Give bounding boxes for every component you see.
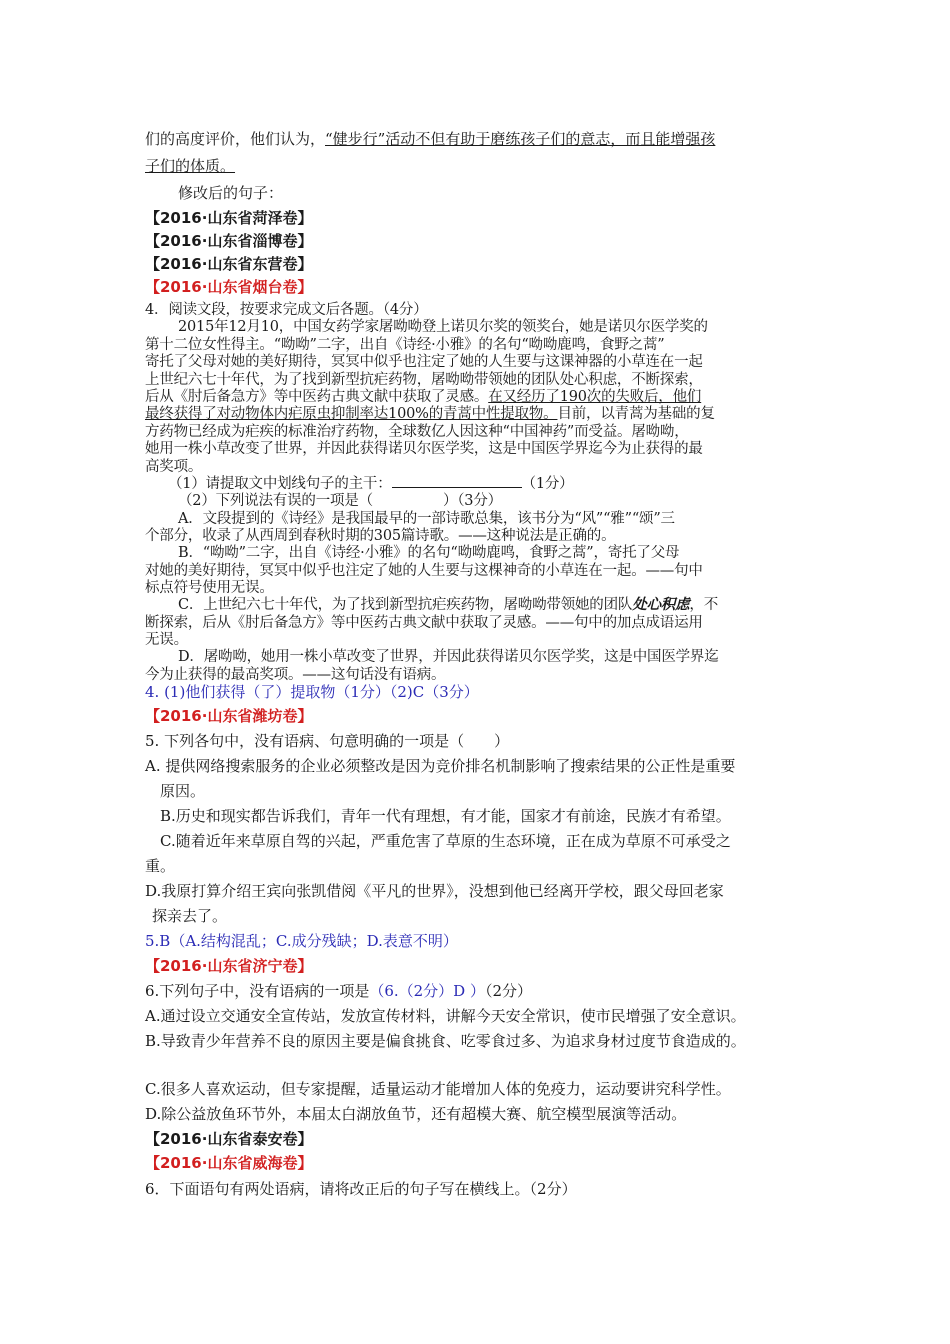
dotted-idiom: 处心积虑 [632, 596, 690, 613]
q4-passage-line: 她用一株小草改变了世界，并因此获得诺贝尔医学奖，这是中国医学界迄今为止获得的最 [145, 441, 703, 457]
q6-option-c: C.很多人喜欢运动，但专家提醒，适量运动才能增加人体的免疫力，运动要讲究科学性。 [145, 1080, 731, 1098]
q4-option-c: C．上世纪六七十年代，为了找到新型抗疟疾药物，屠呦呦带领她的团队处心积虑，不 [178, 596, 719, 613]
q6-option-d: D.除公益放鱼环节外，本届太白湖放鱼节，还有超模大赛、航空模型展演等活动。 [145, 1105, 687, 1123]
q4-option-a-cont: 个部分，收录了从西周到春秋时期的305篇诗歌。——这种说法是正确的。 [145, 528, 616, 544]
q4-sub2: （2）下列说法有误的一项是（ ）（3分） [178, 493, 502, 509]
q4-passage-line: 方药物已经成为疟疾的标准治疗药物，全球数亿人因这种“中国神药”而受益。屠呦呦， [145, 424, 689, 440]
q6-weihai-stem: 6．下面语句有两处语病，请将改正后的句子写在横线上。（2分） [145, 1180, 577, 1198]
q4-answer: 4. (1)他们获得（了）提取物（1分）（2)C（3分） [145, 683, 479, 701]
q5-option-c-cont: 重。 [145, 857, 176, 875]
section-header-yantai: 【2016·山东省烟台卷】 [145, 278, 313, 296]
section-header-weifang: 【2016·山东省潍坊卷】 [145, 707, 313, 725]
revised-sentence-label: 修改后的句子： [178, 184, 284, 202]
underlined-sentence: 最终获得了对动物体内疟原虫抑制率达100%的青蒿中性提取物。 [145, 406, 558, 422]
q5-option-d-cont: 探亲去了。 [152, 907, 228, 925]
q4-option-c-cont: 断探索，后从《肘后备急方》等中医药古典文献中获取了灵感。——句中的加点成语运用 [145, 615, 703, 631]
q6-option-b: B.导致青少年营养不良的原因主要是偏食挑食、吃零食过多、为追求身材过度节食造成的。 [145, 1032, 746, 1050]
q4-passage-line: 后从《肘后备急方》等中医药古典文献中获取了灵感。在又经历了190次的失败后，他们 [145, 389, 702, 405]
q6-option-a: A.通过设立交通安全宣传站，发放宣传材料，讲解今天安全常识，使市民增强了安全意识。 [145, 1007, 746, 1025]
q4-passage-line: 高奖项。 [145, 459, 203, 475]
q5-answer: 5.B（A.结构混乱；C.成分残缺；D.表意不明） [145, 932, 458, 950]
q5-option-b: B.历史和现实都告诉我们，青年一代有理想，有才能，国家才有前途，民族才有希望。 [160, 807, 731, 825]
section-header-weihai: 【2016·山东省威海卷】 [145, 1154, 313, 1172]
q4-option-b-cont: 对她的美好期待，冥冥中似乎也注定了她的人生要与这棵神奇的小草连在一起。——句中 [145, 563, 703, 579]
section-header-zibo: 【2016·山东省淄博卷】 [145, 232, 313, 250]
q4-option-b: B．“呦呦”二字，出自《诗经·小雅》的名句“呦呦鹿鸣，食野之蒿”，寄托了父母 [178, 545, 680, 561]
section-header-dongying: 【2016·山东省东营卷】 [145, 255, 313, 273]
intro-line-1: 们的高度评价，他们认为，“健步行”活动不但有助于磨练孩子们的意志，而且能增强孩 [145, 130, 716, 148]
q6-answer: （6.（2分）D ） [369, 982, 485, 1000]
q4-option-c-cont: 无误。 [145, 632, 188, 648]
q4-passage-line: 最终获得了对动物体内疟原虫抑制率达100%的青蒿中性提取物。目前，以青蒿为基础的复 [145, 406, 715, 422]
underlined-sentence: 在又经历了190次的失败后，他们 [488, 389, 702, 405]
section-header-jining: 【2016·山东省济宁卷】 [145, 957, 313, 975]
q4-passage-line: 2015年12月10，中国女药学家屠呦呦登上诺贝尔奖的领奖台，她是诺贝尔医学奖的 [178, 319, 708, 335]
q5-stem: 5. 下列各句中，没有语病、句意明确的一项是（ ） [145, 732, 510, 750]
q4-sub1: （1）请提取文中划线句子的主干： （1分） [168, 472, 573, 493]
q5-option-a-cont: 原因。 [160, 782, 206, 800]
q4-passage-line: 上世纪六七十年代，为了找到新型抗疟药物，屠呦呦带领她的团队处心积虑，不断探索， [145, 372, 703, 388]
intro-line-2: 子们的体质。 [145, 157, 236, 175]
q6-stem: 6.下列句子中，没有语病的一项是（6.（2分）D ）（2分） [145, 982, 533, 1000]
section-header-heze: 【2016·山东省菏泽卷】 [145, 209, 313, 227]
q4-passage-line: 第十二位女性得主。“呦呦”二字，出自《诗经·小雅》的名句“呦呦鹿鸣，食野之蒿” [145, 337, 665, 353]
section-header-taian: 【2016·山东省泰安卷】 [145, 1130, 313, 1148]
q4-option-a: A．文段提到的《诗经》是我国最早的一部诗歌总集，该书分为“风”“雅”“颂”三 [178, 511, 675, 527]
q4-option-d-cont: 今为止获得的最高奖项。——这句话没有语病。 [145, 667, 446, 683]
q5-option-c: C.随着近年来草原自驾的兴起，严重危害了草原的生态环境，正在成为草原不可承受之 [160, 832, 731, 850]
q5-option-d: D.我原打算介绍王宾向张凯借阅《平凡的世界》，没想到他已经离开学校，跟父母回老家 [145, 882, 724, 900]
q4-option-d: D．屠呦呦，她用一株小草改变了世界，并因此获得诺贝尔医学奖，这是中国医学界迄 [178, 649, 719, 665]
q4-passage-line: 寄托了父母对她的美好期待，冥冥中似乎也注定了她的人生要与这课神器的小草连在一起 [145, 354, 703, 370]
underlined-sentence: “健步行”活动不但有助于磨练孩子们的意志，而且能增强孩 [325, 130, 716, 148]
q5-option-a: A. 提供网络搜索服务的企业必须整改是因为竞价排名机制影响了搜索结果的公正性是重要 [145, 757, 736, 775]
q4-option-b-cont: 标点符号使用无误。 [145, 580, 274, 596]
answer-blank[interactable] [392, 473, 522, 488]
q4-stem: 4．阅读文段，按要求完成文后各题。（4分） [145, 302, 428, 318]
